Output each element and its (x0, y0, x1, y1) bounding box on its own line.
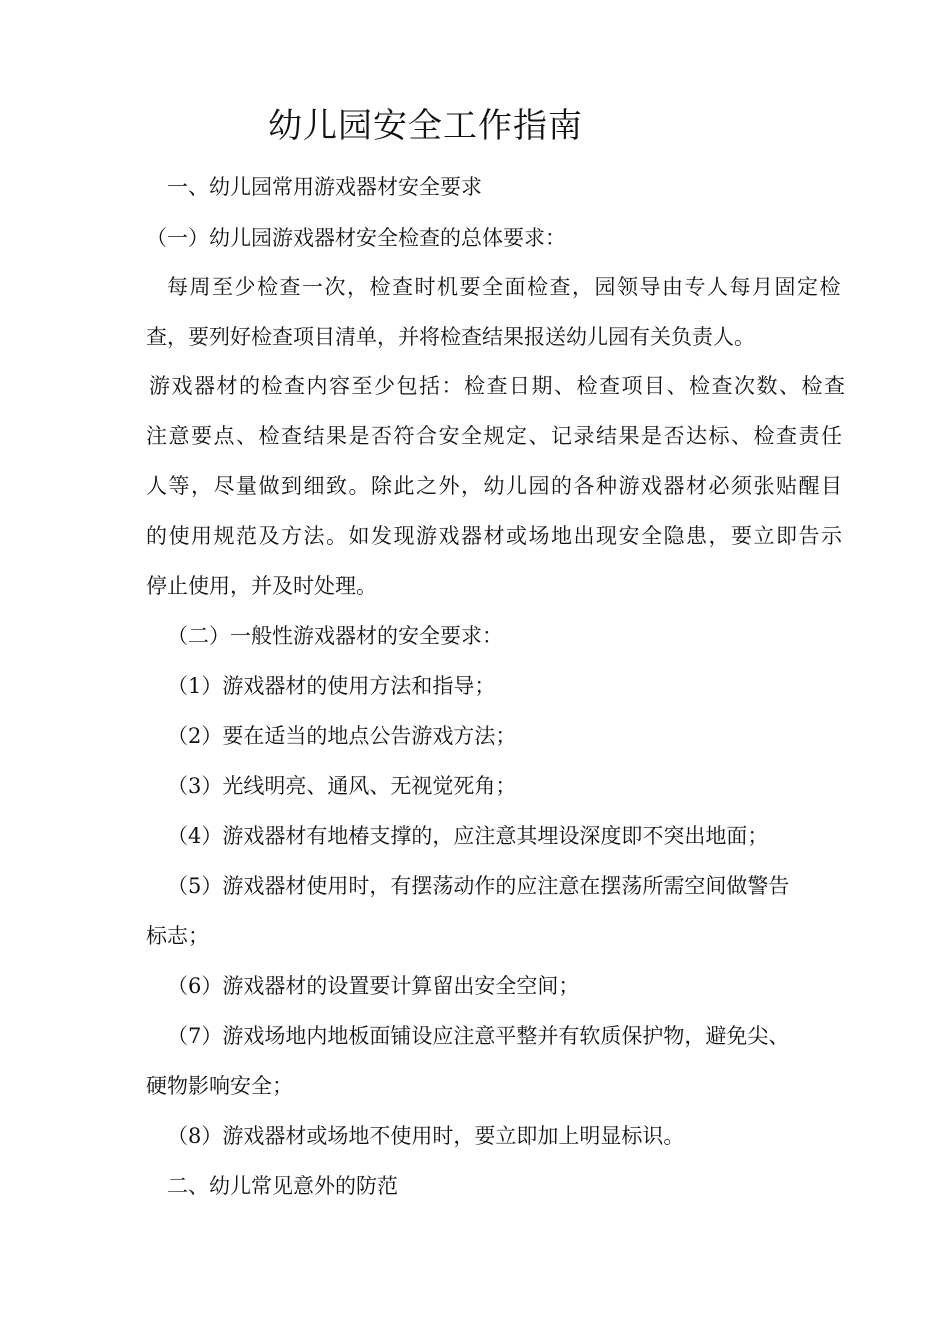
paragraph-line: 查，要列好检查项目清单，并将检查结果报送幼儿园有关负责人。 (146, 325, 755, 349)
list-item: （2）要在适当的地点公告游戏方法； (167, 724, 517, 748)
subsection-heading-1: （一）幼儿园游戏器材安全检查的总体要求： (146, 226, 566, 250)
paragraph-line: 的使用规范及方法。如发现游戏器材或场地出现安全隐患，要立即告示 (146, 524, 844, 548)
list-item: （3）光线明亮、通风、无视觉死角； (167, 774, 517, 798)
document-title: 幼儿园安全工作指南 (268, 106, 583, 146)
list-item: （8）游戏器材或场地不使用时，要立即加上明显标识。 (167, 1124, 685, 1148)
paragraph-line: 注意要点、检查结果是否符合安全规定、记录结果是否达标、检查责任 (146, 424, 844, 448)
subsection-heading-2: （二）一般性游戏器材的安全要求： (167, 624, 503, 648)
paragraph-line: 停止使用，并及时处理。 (146, 574, 377, 598)
list-item: （7）游戏场地内地板面铺设应注意平整并有软质保护物，避免尖、 (167, 1024, 790, 1048)
paragraph-line: 人等，尽量做到细致。除此之外，幼儿园的各种游戏器材必须张贴醒目 (146, 474, 844, 498)
list-item-continuation: 硬物影响安全； (146, 1074, 293, 1098)
list-item: （4）游戏器材有地椿支撑的，应注意其埋设深度即不突出地面； (167, 824, 769, 848)
section-heading-1: 一、幼儿园常用游戏器材安全要求 (167, 175, 482, 199)
list-item: （1）游戏器材的使用方法和指导； (167, 674, 496, 698)
list-item: （5）游戏器材使用时，有摆荡动作的应注意在摆荡所需空间做警告 (167, 874, 790, 898)
list-item: （6）游戏器材的设置要计算留出安全空间； (167, 974, 580, 998)
list-item-continuation: 标志； (146, 924, 209, 948)
section-heading-2: 二、幼儿常见意外的防范 (167, 1174, 398, 1198)
paragraph-line: 每周至少检查一次，检查时机要全面检查，园领导由专人每月固定检 (167, 275, 842, 299)
paragraph-line: 游戏器材的检查内容至少包括：检查日期、检查项目、检查次数、检查 (149, 374, 847, 398)
